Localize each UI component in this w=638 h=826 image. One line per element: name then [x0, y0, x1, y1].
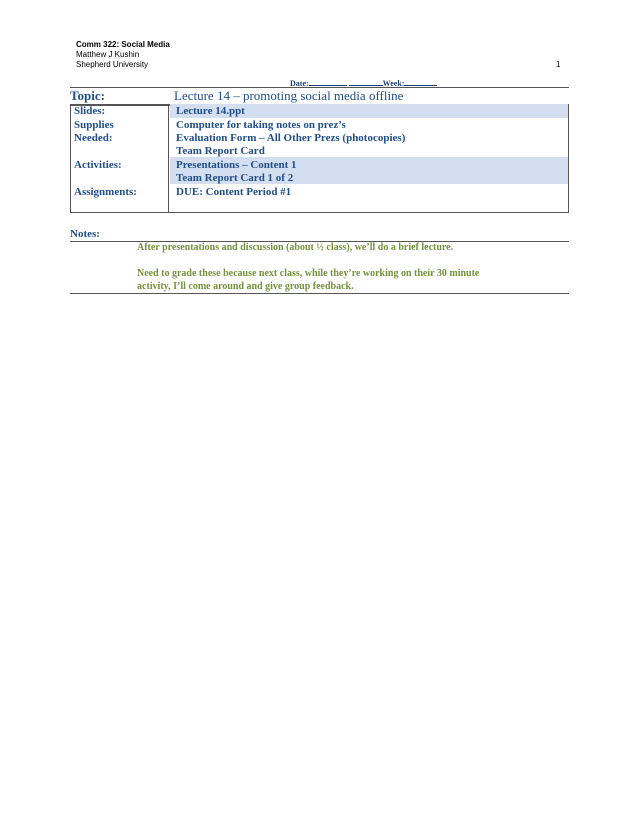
slides-label: Slides:	[74, 105, 106, 117]
assignments-item-1: DUE: Content Period #1	[176, 186, 292, 198]
week-label: Week:	[382, 79, 405, 88]
note-2-line-1: Need to grade these because next class, while they’re working on their 30 minute	[137, 268, 480, 279]
notes-bottom-rule	[70, 293, 569, 294]
activities-item-1: Presentations – Content 1	[176, 159, 297, 171]
topic-value: Lecture 14 – promoting social media offline	[174, 88, 404, 103]
assignments-label: Assignments:	[74, 186, 137, 198]
supplies-label: Supplies	[74, 119, 114, 131]
notes-heading	[70, 228, 569, 242]
notes-label: Notes:	[70, 228, 100, 240]
page-number: 1	[556, 60, 561, 69]
slides-value: Lecture 14.ppt	[176, 105, 245, 117]
date-blank	[309, 77, 347, 86]
instructor-name: Matthew J Kushin	[76, 50, 140, 59]
supplies-item-2: Evaluation Form – All Other Prezs (photocopies)	[176, 132, 406, 144]
needed-label: Needed:	[74, 132, 113, 144]
date-blank-2	[349, 77, 383, 86]
note-2-line-2: activity, I’ll come around and give group feedback.	[137, 281, 354, 292]
course-title: Comm 322: Social Media	[76, 40, 170, 49]
page-header	[76, 40, 170, 70]
university-name: Shepherd University	[76, 60, 149, 69]
note-spacer	[137, 254, 557, 267]
supplies-item-3: Team Report Card	[176, 145, 265, 157]
week-blank	[404, 77, 437, 86]
activities-label: Activities:	[74, 159, 122, 171]
supplies-item-1: Computer for taking notes on prez’s	[176, 119, 346, 131]
lesson-plan-table	[70, 104, 569, 213]
note-1: After presentations and discussion (about ½ class), we’ll do a brief lecture.	[137, 242, 454, 253]
column-divider	[168, 104, 169, 212]
activities-item-2: Team Report Card 1 of 2	[176, 172, 294, 184]
date-label: Date:	[290, 79, 309, 88]
topic-label: Topic:	[70, 88, 105, 103]
notes-body	[137, 241, 557, 293]
